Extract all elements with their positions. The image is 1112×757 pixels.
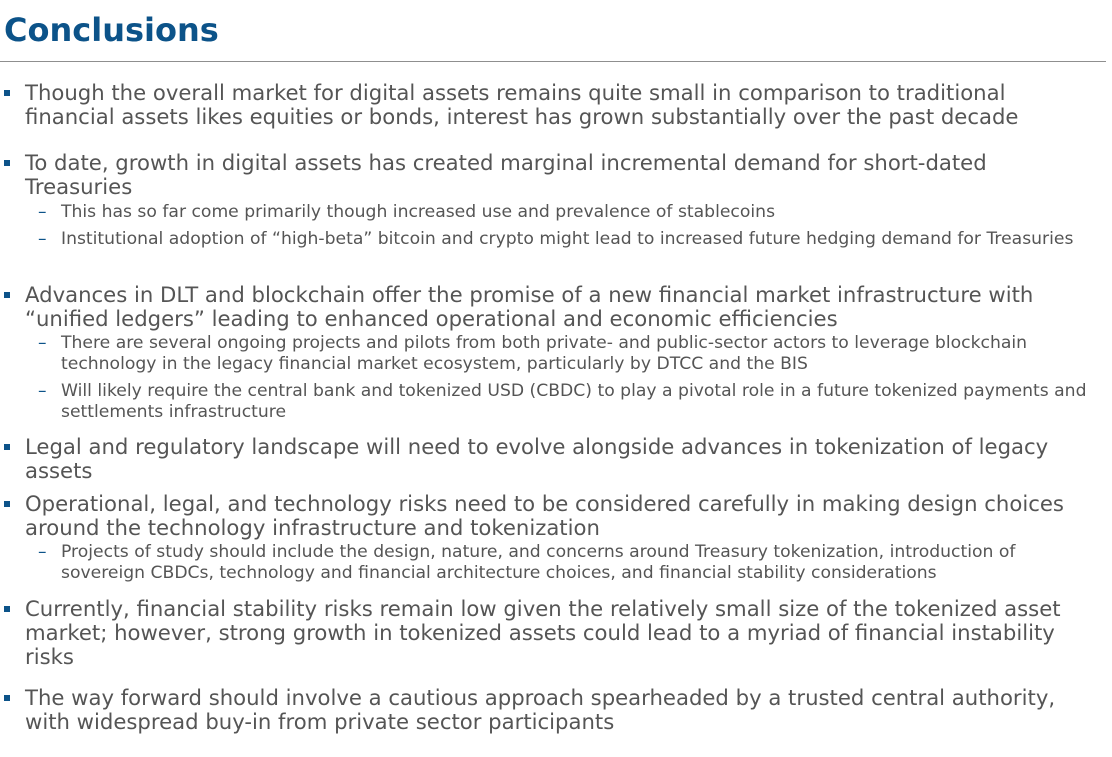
square-bullet-icon [4,444,10,450]
sub-bullet-3-1 [0,333,1104,375]
bullet-2 [0,151,1100,199]
bullet-text: Operational, legal, and technology risks need to be considered carefully in making design choices around the technology infrastructure and tokenization [25,491,1064,540]
bullet-text: Currently, financial stability risks remain low given the relatively small size of the tokenized asset market; however, strong growth in tokenized assets could lead to a myriad of financial instability risks [25,596,1061,669]
square-bullet-icon [4,606,10,612]
sub-bullet-2-2 [0,229,1104,250]
bullet-3 [0,283,1100,331]
bullet-1 [0,81,1100,129]
sub-bullet-5-1 [0,542,1104,584]
sub-bullet-text: Will likely require the central bank and tokenized USD (CBDC) to play a pivotal role in a future tokenized payments and settlements infrastructure [61,381,1087,422]
bullet-text: Though the overall market for digital assets remains quite small in comparison to traditional financial assets likes equities or bonds, interest has grown substantially over the past decade [25,80,1019,129]
square-bullet-icon [4,90,10,96]
bullet-text: Legal and regulatory landscape will need to evolve alongside advances in tokenization of legacy assets [25,434,1049,483]
page-title: Conclusions [4,11,219,49]
bullet-4 [0,435,1100,483]
title-divider [0,61,1106,62]
square-bullet-icon [4,695,10,701]
bullet-5 [0,492,1100,540]
sub-bullet-text: This has so far come primarily though increased use and prevalence of stablecoins [61,202,776,222]
sub-bullet-2-1 [0,202,1104,223]
sub-bullet-text: Institutional adoption of “high-beta” bitcoin and crypto might lead to increased future hedging demand for Treasuries [61,229,1074,249]
bullet-text: Advances in DLT and blockchain offer the promise of a new financial market infrastructure with “unified ledgers” leading to enhanced operational and economic efficiencies [25,282,1034,331]
bullet-text: To date, growth in digital assets has created marginal incremental demand for short-dated Treasuries [25,150,987,199]
dash-icon: – [38,202,47,222]
bullet-7 [0,686,1100,734]
dash-icon: – [38,381,47,401]
bullet-6 [0,597,1100,669]
sub-bullet-text: There are several ongoing projects and pilots from both private- and public-sector actors to leverage blockchain technology in the legacy financial market ecosystem, particularly by DTCC and the BIS [61,333,1028,374]
dash-icon: – [38,542,47,562]
dash-icon: – [38,229,47,249]
square-bullet-icon [4,501,10,507]
dash-icon: – [38,333,47,353]
bullet-text: The way forward should involve a cautious approach spearheaded by a trusted central authority, with widespread buy-in from private sector participants [25,685,1056,734]
sub-bullet-3-2 [0,381,1104,423]
square-bullet-icon [4,292,10,298]
sub-bullet-text: Projects of study should include the design, nature, and concerns around Treasury tokenization, introduction of sovereign CBDCs, technology and financial architecture choices, and financial stability considerations [61,542,1016,583]
square-bullet-icon [4,160,10,166]
